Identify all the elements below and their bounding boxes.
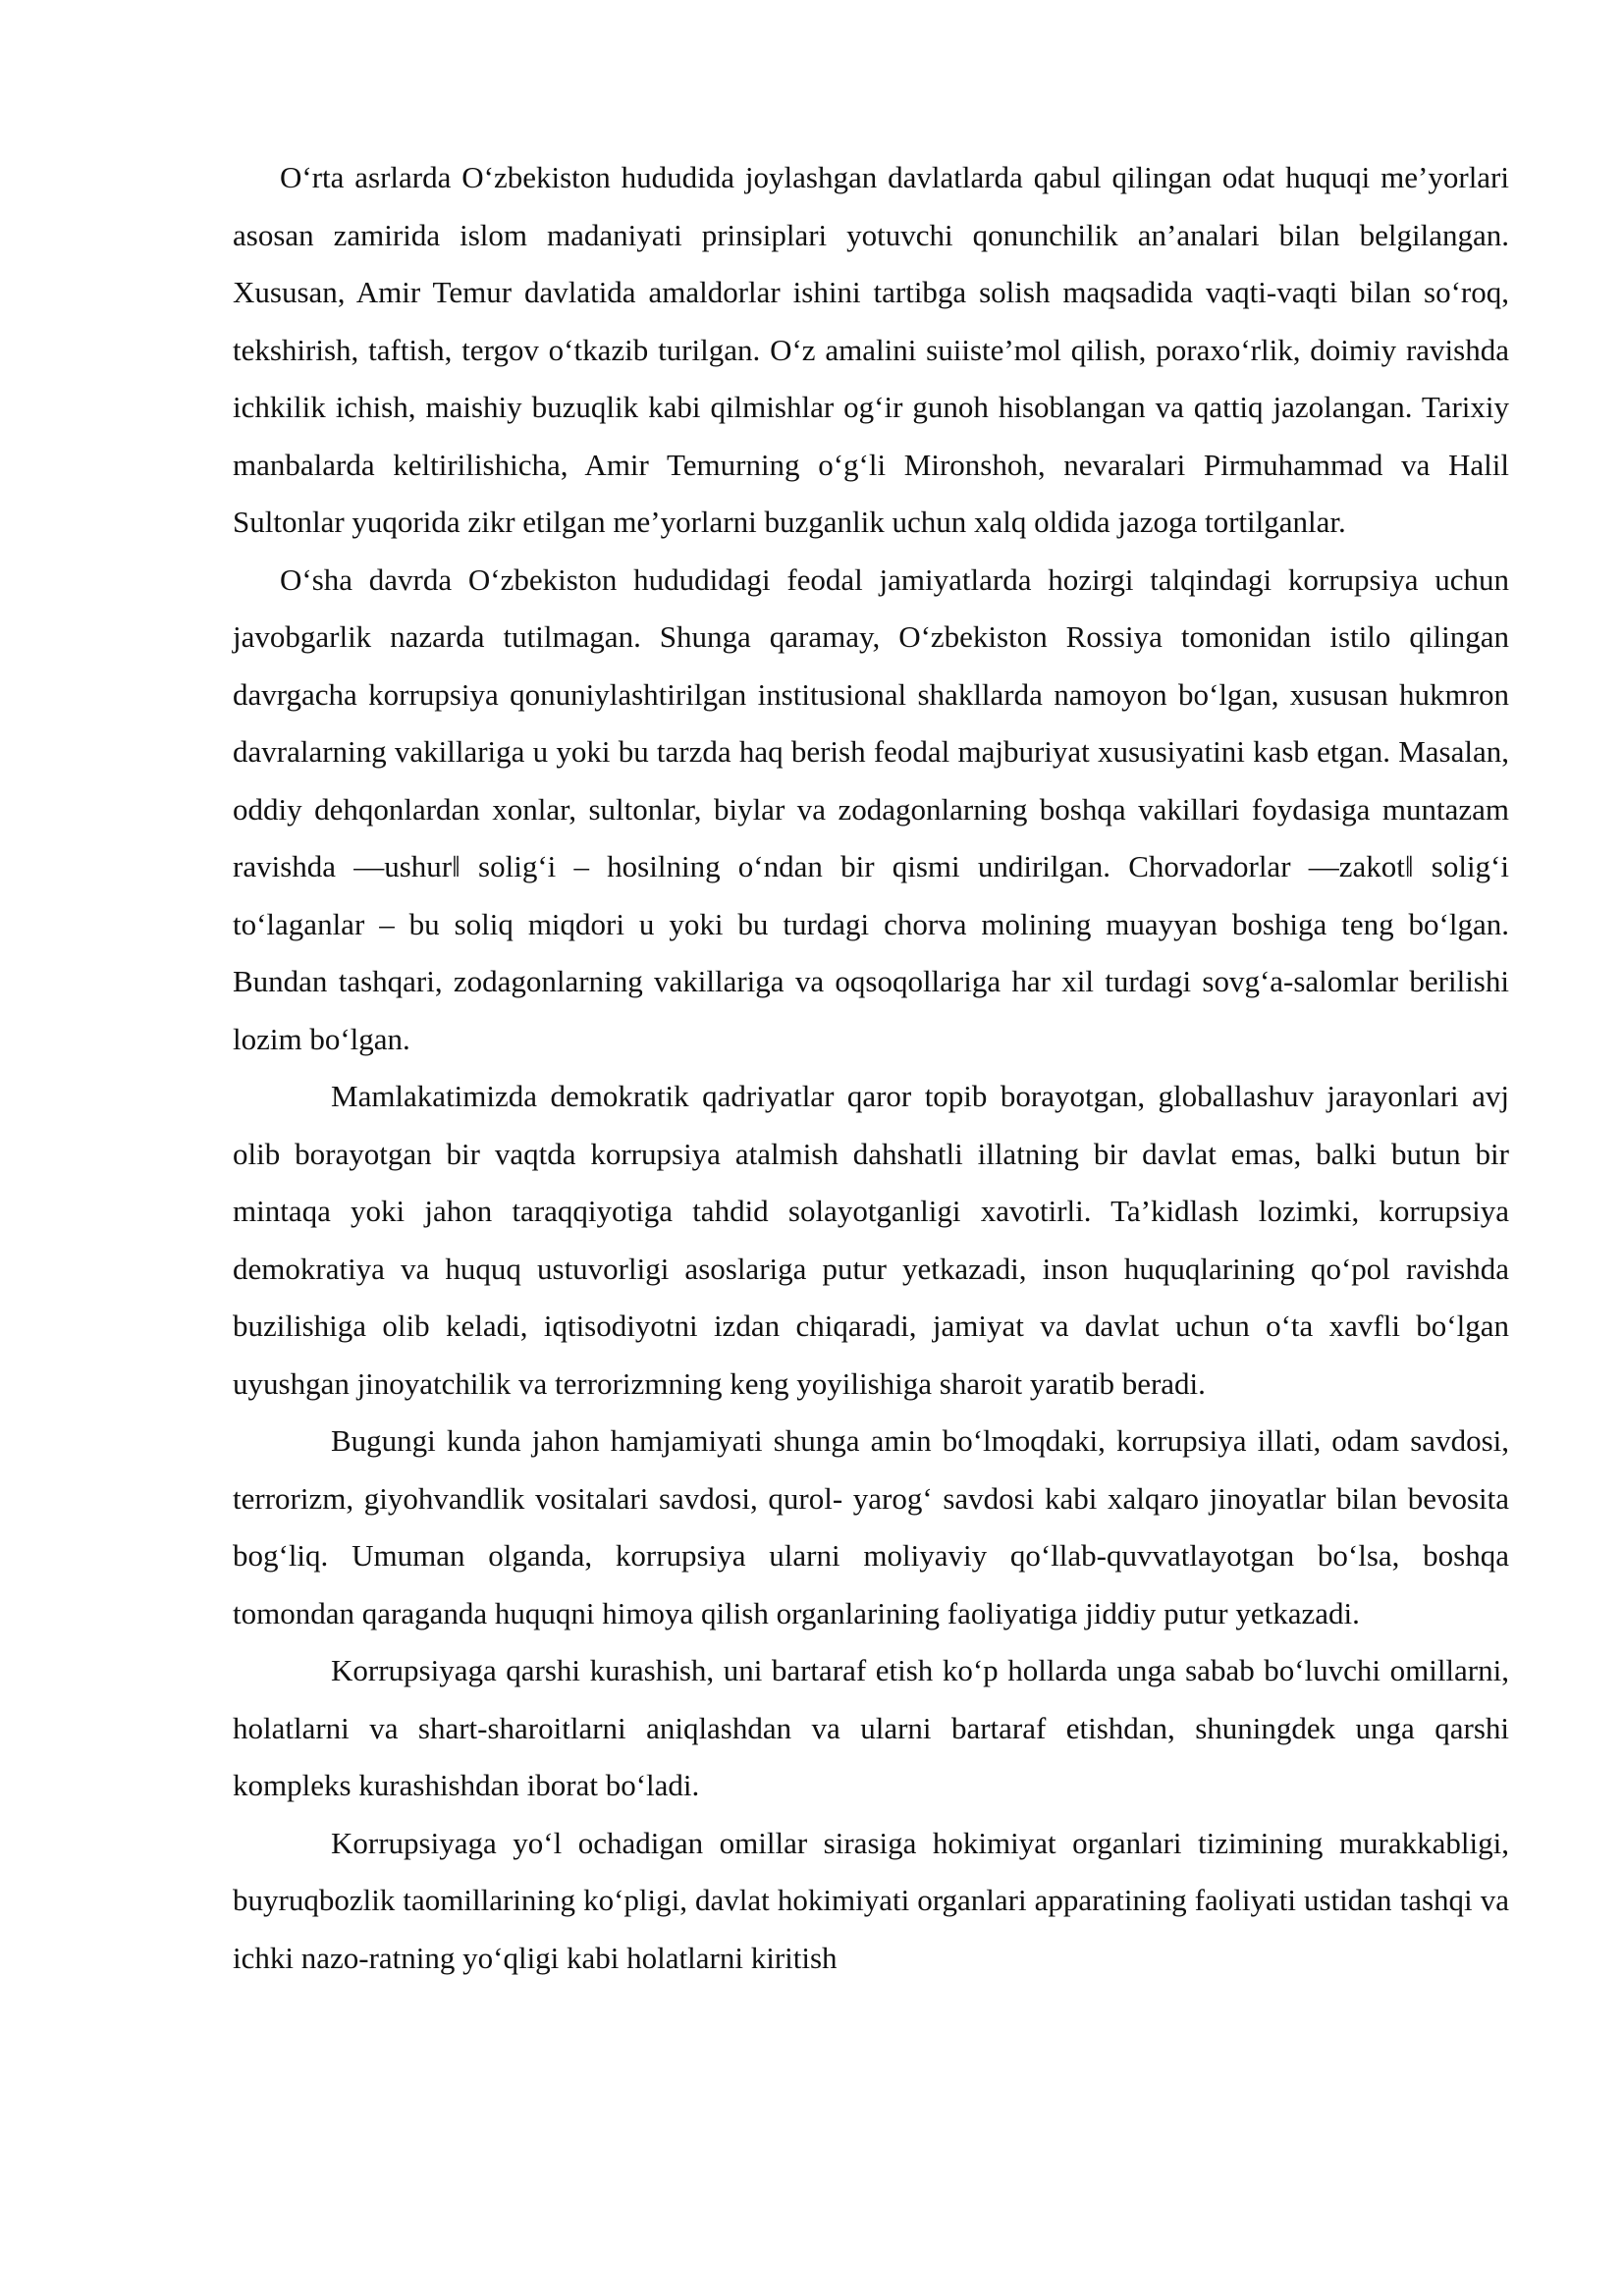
paragraph-jahon-hamjamiyati: Bugungi kunda jahon hamjamiyati shunga amin bo‘lmoqdaki, korrupsiya illati, odam savdosi, terrorizm, giyohvandlik vositalari savdosi, qurol- yarog‘ savdosi kabi xalqaro jinoyatlar bilan bevosita bog‘liq. Umuman olganda, korrupsiya ularni moliyaviy qo‘llab-quvvatlayotgan bo‘lsa, boshqa tomondan qaraganda huquqni himoya qilish organlarining faoliyatiga jiddiy putur yetkazadi. xyxy=(233,1423,1509,1630)
paragraph-korrupsiya-omillari: Korrupsiyaga yo‘l ochadigan omillar sirasiga hokimiyat organlari tizimining murakkabligi, buyruqbozlik taomillarining ko‘pligi, davlat hokimiyati organlari apparatining faoliyati ustidan tashqi va ichki nazo-ratning yo‘qligi kabi holatlarni kiritish xyxy=(233,1825,1509,1975)
paragraph-demokratik-qadriyatlar: Mamlakatimizda demokratik qadriyatlar qaror topib borayotgan, globallashuv jarayonlari avj olib borayotgan bir vaqtda korrupsiya atalmish dahshatli illatning bir davlat emas, balki butun bir mintaqa yoki jahon taraqqiyotiga tahdid solayotganligi xavotirli. Ta’kidlash lozimki, korrupsiya demokratiya va huquq ustuvorligi asoslariga putur yetkazadi, inson huquqlarining qo‘pol ravishda buzilishiga olib keladi, iqtisodiyotni izdan chiqaradi, jamiyat va davlat uchun o‘ta xavfli bo‘lgan uyushgan jinoyatchilik va terrorizmning keng yoyilishiga sharoit yaratib beradi. xyxy=(233,1079,1509,1401)
document-page xyxy=(233,149,1509,1987)
paragraph-amir-temur: O‘rta asrlarda O‘zbekiston hududida joylashgan davlatlarda qabul qilingan odat huquqi me’yorlari asosan zamirida islom madaniyati prinsiplari yotuvchi qonunchilik an’analari bilan belgilangan. Xususan, Amir Temur davlatida amaldorlar ishini tartibga solish maqsadida vaqti-vaqti bilan so‘roq, tekshirish, taftish, tergov o‘tkazib turilgan. O‘z amalini suiiste’mol qilish, poraxo‘rlik, doimiy ravishda ichkilik ichish, maishiy buzuqlik kabi qilmishlar og‘ir gunoh hisoblangan va qattiq jazolangan. Tarixiy manbalarda keltirilishicha, Amir Temurning o‘g‘li Mironshoh, nevaralari Pirmuhammad va Halil Sultonlar yuqorida zikr etilgan me’yorlarni buzganlik uchun xalq oldida jazoga tortilganlar. xyxy=(233,160,1509,539)
paragraph-korrupsiyaga-qarshi-kurashish: Korrupsiyaga qarshi kurashish, uni bartaraf etish ko‘p hollarda unga sabab bo‘luvchi omillarni, holatlarni va shart-sharoitlarni aniqlashdan va ularni bartaraf etishdan, shuningdek unga qarshi kompleks kurashishdan iborat bo‘ladi. xyxy=(233,1653,1509,1802)
paragraph-feodal-jamiyatlar: O‘sha davrda O‘zbekiston hududidagi feodal jamiyatlarda hozirgi talqindagi korrupsiya uchun javobgarlik nazarda tutilmagan. Shunga qaramay, O‘zbekiston Rossiya tomonidan istilo qilingan davrgacha korrupsiya qonuniylashtirilgan institusional shakllarda namoyon bo‘lgan, xususan hukmron davralarning vakillariga u yoki bu tarzda haq berish feodal majburiyat xususiyatini kasb etgan. Masalan, oddiy dehqonlardan xonlar, sultonlar, biylar va zodagonlarning boshqa vakillari foydasiga muntazam ravishda ―ushur‖ solig‘i – hosilning o‘ndan bir qismi undirilgan. Chorvadorlar ―zakot‖ solig‘i to‘laganlar – bu soliq miqdori u yoki bu turdagi chorva molining muayyan boshiga teng bo‘lgan. Bundan tashqari, zodagonlarning vakillariga va oqsoqollariga har xil turdagi sovg‘a-salomlar berilishi lozim bo‘lgan. xyxy=(233,561,1509,1056)
